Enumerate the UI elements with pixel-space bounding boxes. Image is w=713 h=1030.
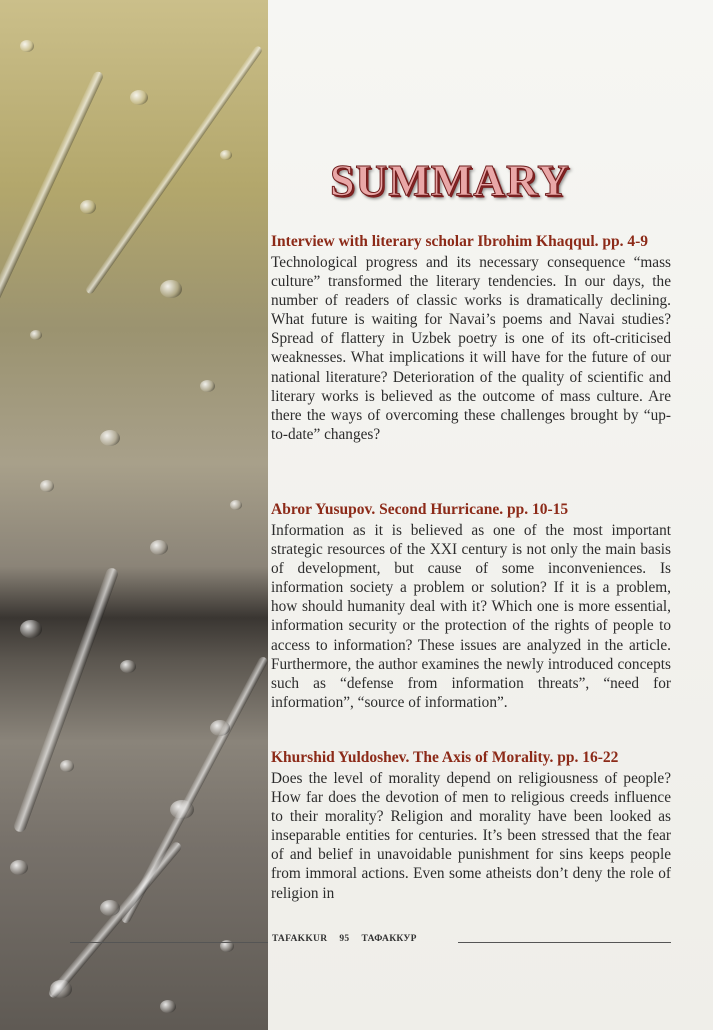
rain-streak bbox=[47, 840, 183, 1000]
water-drop bbox=[230, 500, 242, 510]
water-drop bbox=[200, 380, 215, 392]
water-drop bbox=[10, 860, 28, 875]
water-drop bbox=[100, 900, 120, 916]
water-drop bbox=[30, 330, 42, 340]
page-title: SUMMARY bbox=[329, 156, 571, 205]
water-drop bbox=[170, 800, 194, 819]
footer-journal-latin: TAFAKKUR bbox=[272, 934, 328, 944]
water-drop bbox=[100, 430, 120, 446]
section-heading: Abror Yusupov. Second Hurricane. pp. 10-15 bbox=[271, 501, 569, 518]
water-drop bbox=[40, 480, 54, 492]
summary-section-interview bbox=[271, 232, 671, 444]
section-body: Information as it is believed as one of the most important strategic resources of the XXI century is not only the main basis of development, but cause of some inconveniences. Is information society a problem or solution? If it is a problem, how should humanity deal with it? Which one is more essential, information security or the protection of the rights of people to access to information? These issues are analyzed in the article. Furthermore, the author examines the newly introduced concepts such as “defense from information threats”, “need for information”, “source of information”. bbox=[271, 522, 671, 711]
water-drop bbox=[150, 540, 168, 555]
water-drop bbox=[220, 150, 232, 160]
summary-section-axis-of-morality bbox=[271, 748, 671, 903]
footer-text bbox=[272, 934, 429, 944]
water-drop bbox=[50, 980, 72, 998]
footer-page-number: 95 bbox=[339, 934, 350, 944]
water-drop bbox=[20, 620, 42, 638]
water-drop bbox=[80, 200, 96, 214]
summary-section-second-hurricane bbox=[271, 500, 671, 712]
water-drop bbox=[130, 90, 148, 105]
water-drop bbox=[210, 720, 230, 736]
rain-streak bbox=[85, 45, 264, 295]
water-drop bbox=[160, 1000, 176, 1013]
water-drop bbox=[20, 40, 34, 52]
rain-streak bbox=[0, 70, 104, 310]
footer-journal-cyrillic: ТАФАККУР bbox=[361, 934, 417, 944]
footer-rule-left bbox=[70, 942, 268, 943]
water-drop bbox=[120, 660, 136, 673]
section-heading: Khurshid Yuldoshev. The Axis of Morality. pp. 16-22 bbox=[271, 749, 619, 766]
section-body: Does the level of morality depend on religiousness of people? How far does the devotion of men to religious creeds influence to their morality? Religion and morality have been looked as inseparable entities for centuries. It’s been stressed that the fear of and belief in unavoidable punishment for sins keeps people from immoral actions. Even some atheists don’t deny the role of religion in bbox=[271, 770, 671, 902]
water-drop bbox=[60, 760, 74, 772]
footer-rule-right bbox=[458, 942, 671, 943]
page-footer bbox=[0, 932, 713, 952]
section-body: Technological progress and its necessary consequence “mass culture” transformed the literary tendencies. In our days, the number of readers of classic works is dramatically declining. What future is waiting for Navai’s poems and Navai studies? Spread of flattery in Uzbek poetry is one of its oft-criticised weaknesses. What implications it will have for the future of our national literature? Deterioration of the quality of scientific and literary works is believed as the outcome of mass culture. Are there the ways of overcoming these challenges brought by “up-to-date” changes? bbox=[271, 254, 671, 443]
rain-window-photo bbox=[0, 0, 268, 1030]
water-drop bbox=[160, 280, 182, 298]
rain-streak bbox=[12, 566, 119, 833]
section-heading: Interview with literary scholar Ibrohim Khaqqul. pp. 4-9 bbox=[271, 233, 649, 250]
